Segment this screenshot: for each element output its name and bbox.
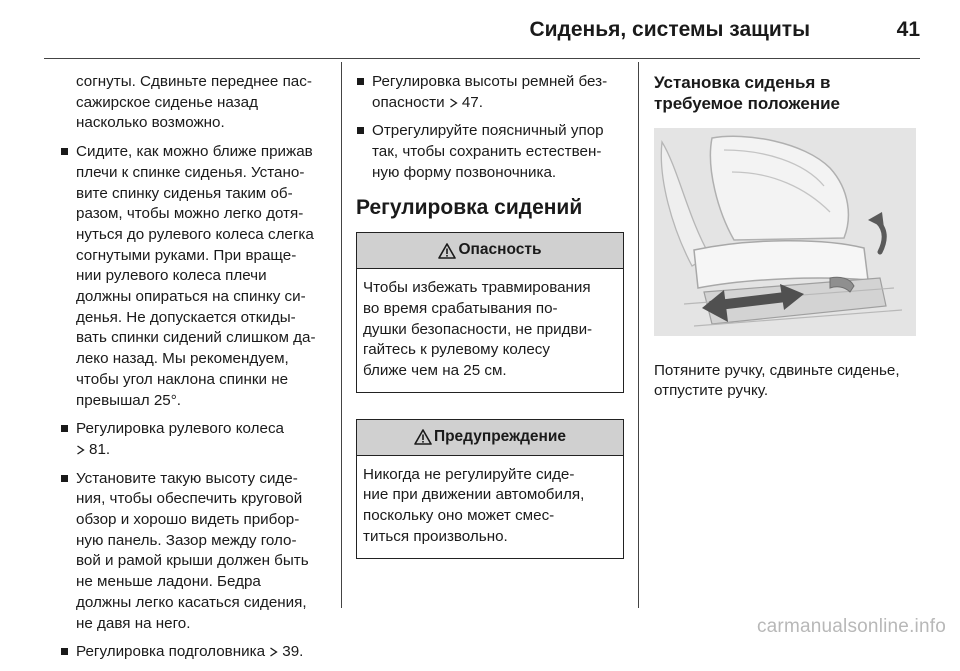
danger-box-body: Чтобы избежать травмирования во время срабатывания по- душки безопасности, не придви- гайтесь к рулевому колесу ближе чем на 25 см. [363,279,593,380]
watermark-text: carmanualsonline.info [756,616,946,637]
warning-box-body: Никогда не регулируйте сиде- ние при движении автомобиля, поскольку оно может смес- титься произвольно. [363,465,585,545]
column-divider-right [638,62,639,608]
bullet-icon [61,148,68,155]
page-reference[interactable]: 81. [89,440,111,458]
column-right [654,72,924,402]
page-reference-icon [449,98,458,108]
column-left [60,72,338,671]
figure-caption: Потяните ручку, сдвиньте сиденье, отпустите ручку. [654,361,900,400]
bullet-icon [61,425,68,432]
page-reference-icon [269,647,278,657]
list-item: Сидите, как можно ближе прижав плечи к спинке сиденья. Устано- вите спинку сиденья таким об- разом, чтобы можно легко дотя- нуться до рулевого колеса слегка согнутыми руками. При враще- нии рулевого колеса плечи должны опираться на спинку си- денья. Не допускается откиды- вать спинки сидений слишком да- леко назад. Мы рекомендуем, чтобы угол наклона спинки не превышал 25°. [60,142,338,411]
list-item: Установите такую высоту сиде- ния, чтобы обеспечить круговой обзор и хорошо видеть прибор- ную панель. Зазор между голо- вой и рамой крыши должен быть не меньше ладони. Бедра должны легко касаться сидения, не давя на него. [60,469,338,635]
page-header-title: Сиденья, системы защиты [529,18,810,41]
list-item: Отрегулируйте поясничный упор так, чтобы сохранить естествен- ную форму позвоночника. [356,121,624,183]
list-item: Регулировка рулевого колеса 81. [60,419,338,460]
page-number: 41 [896,18,920,41]
page-reference[interactable]: 47. [461,93,483,111]
danger-box-header: Опасность [357,233,623,269]
bullet-icon [61,648,68,655]
warning-triangle-icon [438,243,456,259]
column-divider-left [341,62,342,608]
column-middle [356,72,624,585]
warning-box [356,419,624,559]
bullet-icon [61,475,68,482]
list-item: Регулировка подголовника 39. [60,642,338,663]
subsection-title: Установка сиденья в требуемое положение [654,73,841,113]
page-reference[interactable]: 39. [282,643,304,661]
intro-paragraph: согнуты. Сдвиньте переднее пас- сажирское сиденье назад насколько возможно. [76,73,312,132]
warning-box-header: Предупреждение [357,420,623,456]
bullet-icon [357,127,364,134]
list-item: Регулировка высоты ремней без- опасности 47. [356,72,624,113]
header-divider [44,58,920,59]
page-reference-icon [76,445,85,455]
danger-box [356,232,624,393]
bullet-icon [357,78,364,85]
section-title: Регулировка сидений [356,195,583,219]
seat-adjustment-illustration [654,128,916,336]
warning-triangle-icon [414,429,432,445]
